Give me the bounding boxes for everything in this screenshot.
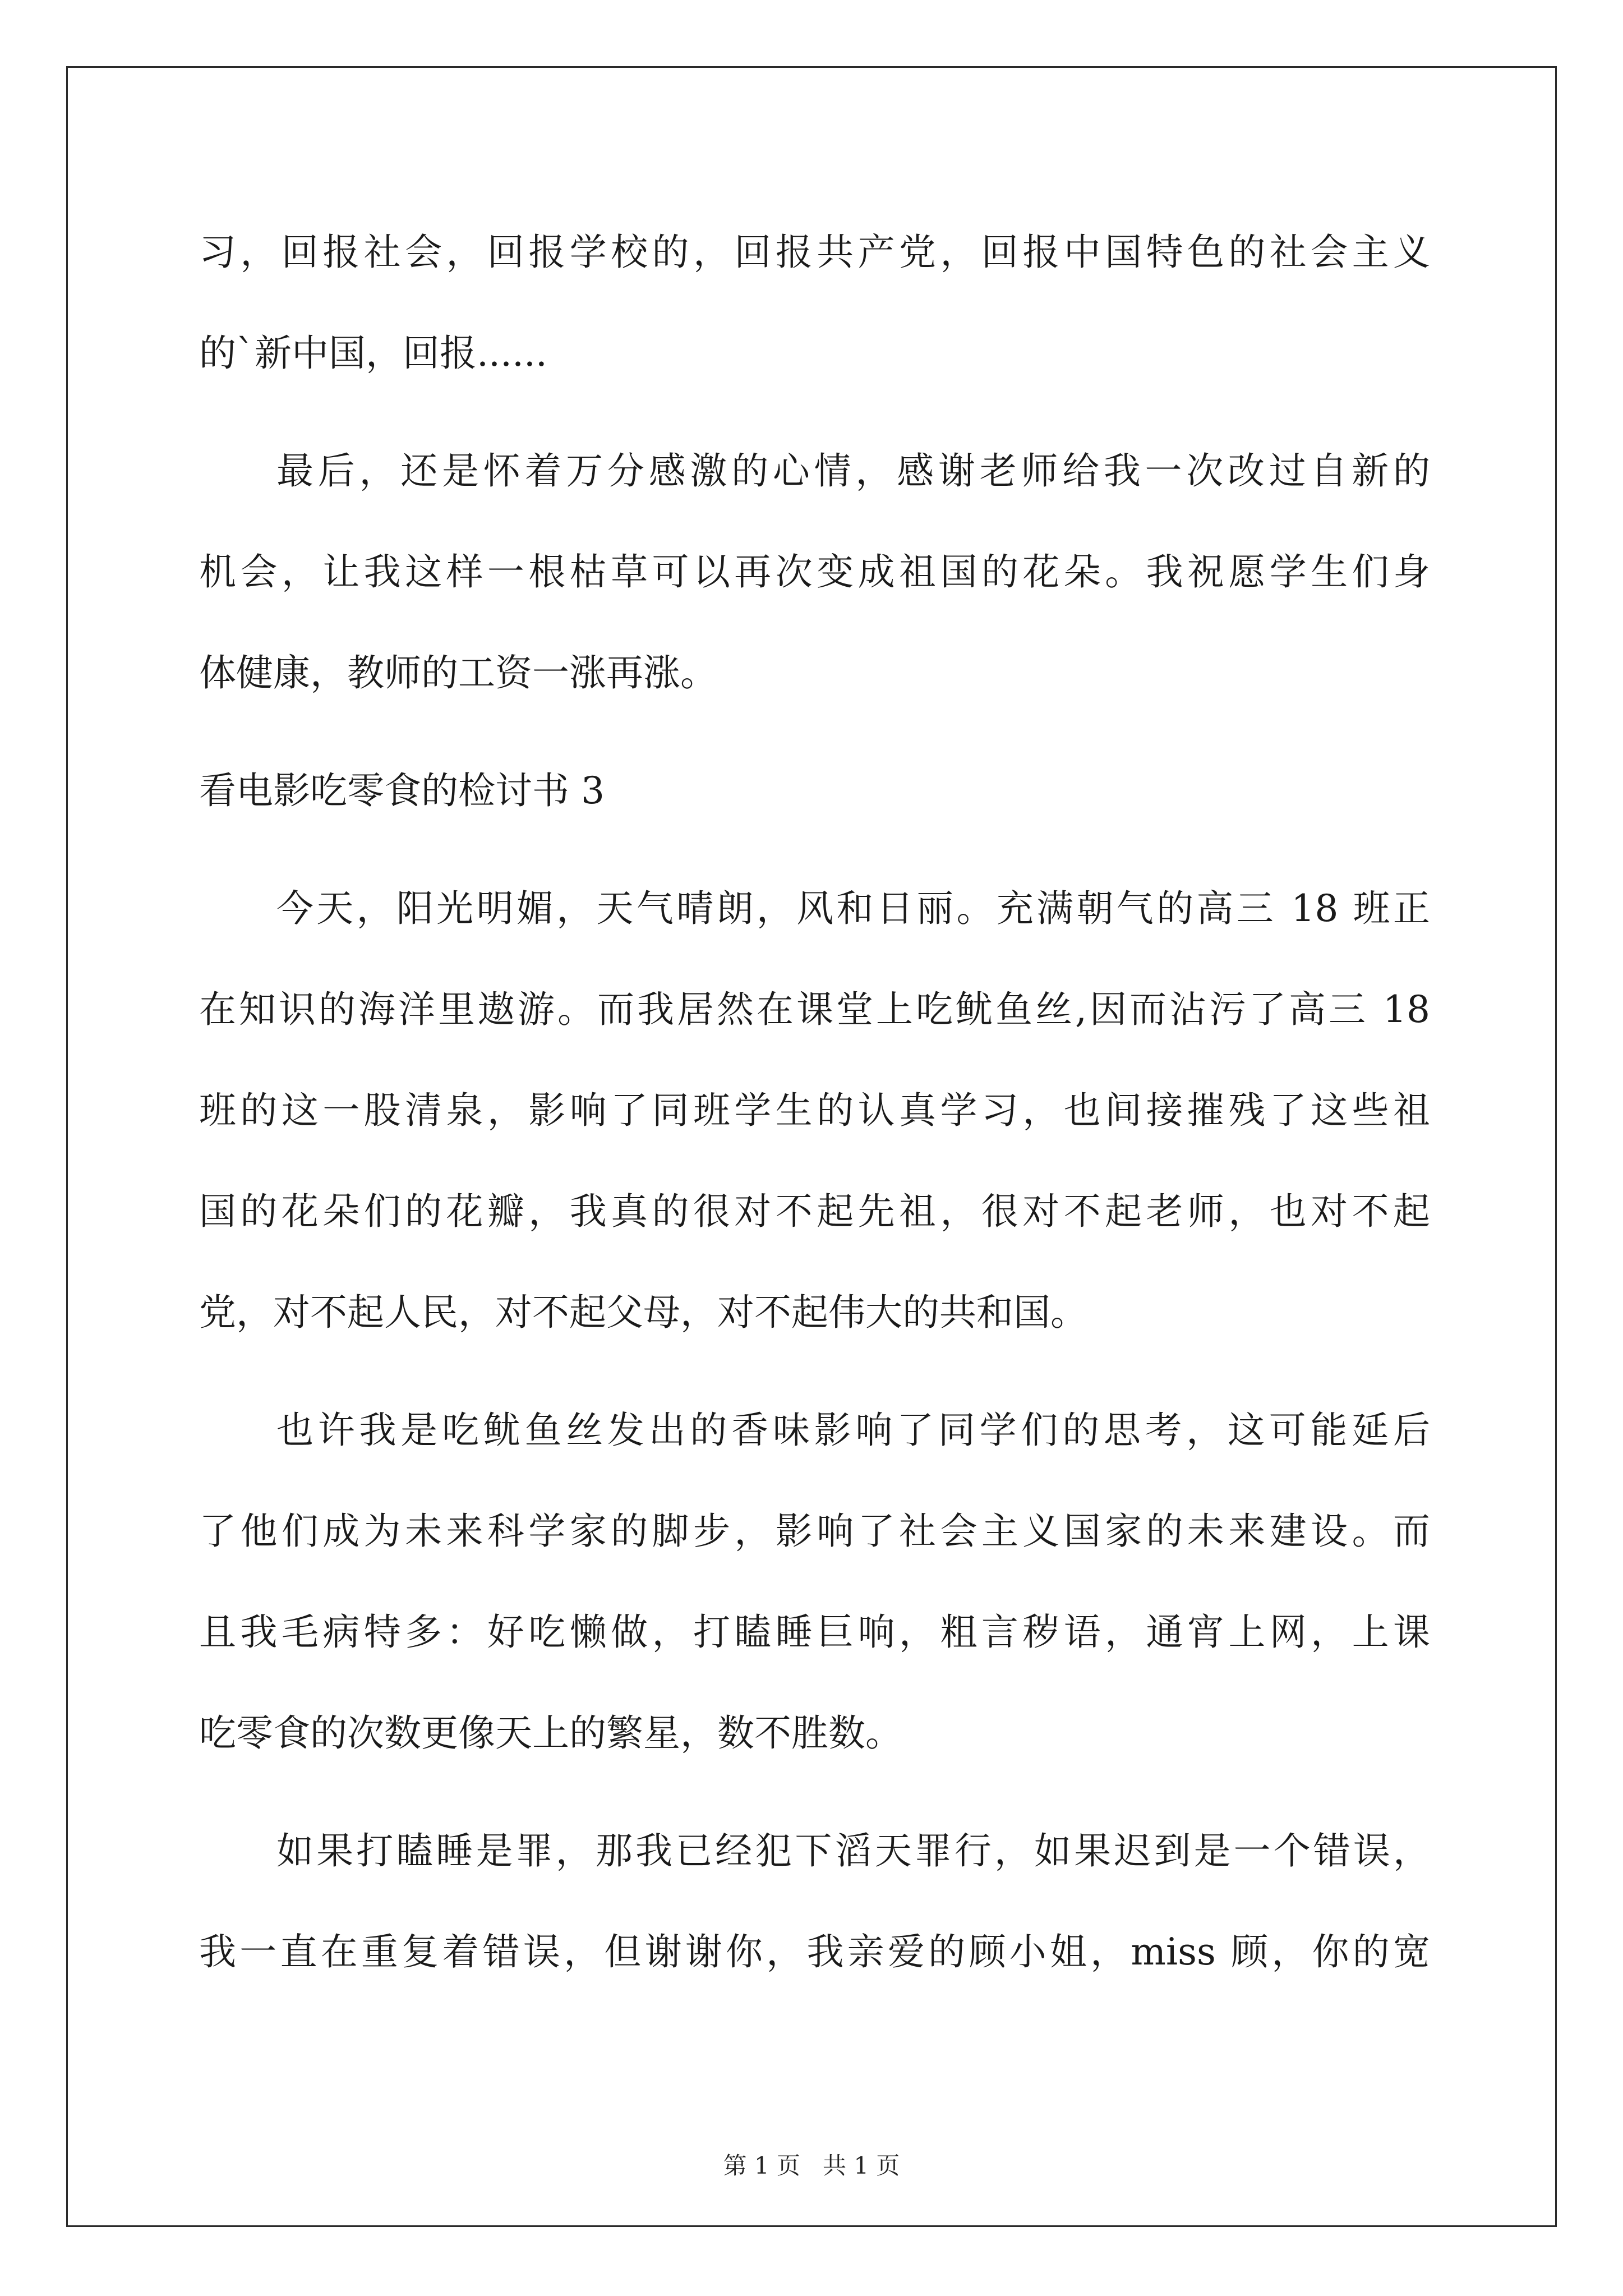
text-line: 了他们成为未来科学家的脚步，影响了社会主义国家的未来建设。而	[199, 1510, 1430, 1553]
paragraph	[199, 1380, 1430, 1784]
text-line: 我一直在重复着错误，但谢谢你，我亲爱的顾小姐，miss 顾，你的宽	[199, 1930, 1430, 1973]
text-line: 最后，还是怀着万分感激的心情，感谢老师给我一次改过自新的	[276, 449, 1430, 493]
page-number: 第 1 页	[723, 2152, 800, 2179]
text-line: 吃零食的次数更像天上的繁星，数不胜数。	[199, 1711, 902, 1755]
paragraph	[199, 421, 1430, 724]
section-heading: 看电影吃零食的检讨书 3	[199, 769, 605, 812]
text-line: 习，回报社会，回报学校的，回报共产党，回报中国特色的社会主义	[199, 231, 1430, 274]
text-line: 机会，让我这样一根枯草可以再次变成祖国的花朵。我祝愿学生们身	[199, 550, 1430, 593]
text-line: 的`新中国，回报......	[199, 332, 547, 375]
text-line: 如果打瞌睡是罪，那我已经犯下滔天罪行，如果迟到是一个错误，	[276, 1829, 1430, 1872]
paragraph	[199, 202, 1430, 404]
text-line: 今天，阳光明媚，天气晴朗，风和日丽。充满朝气的高三 18 班正	[276, 887, 1430, 930]
text-line: 体健康，教师的工资一涨再涨。	[199, 651, 717, 694]
text-line: 在知识的海洋里遨游。而我居然在课堂上吃鱿鱼丝,因而沾污了高三 18	[199, 988, 1430, 1031]
page-footer	[0, 2152, 1623, 2180]
document-body	[199, 202, 1430, 2003]
paragraph	[199, 1801, 1430, 2003]
text-line: 也许我是吃鱿鱼丝发出的香味影响了同学们的思考，这可能延后	[276, 1409, 1430, 1452]
page-total: 共 1 页	[823, 2152, 900, 2179]
text-line: 党，对不起人民，对不起父母，对不起伟大的共和国。	[199, 1291, 1087, 1334]
text-line: 且我毛病特多：好吃懒做，打瞌睡巨响，粗言秽语，通宵上网，上课	[199, 1611, 1430, 1654]
text-line: 班的这一股清泉，影响了同班学生的认真学习，也间接摧残了这些祖	[199, 1089, 1430, 1132]
paragraph	[199, 858, 1430, 1363]
text-line: 国的花朵们的花瓣，我真的很对不起先祖，很对不起老师，也对不起	[199, 1190, 1430, 1233]
